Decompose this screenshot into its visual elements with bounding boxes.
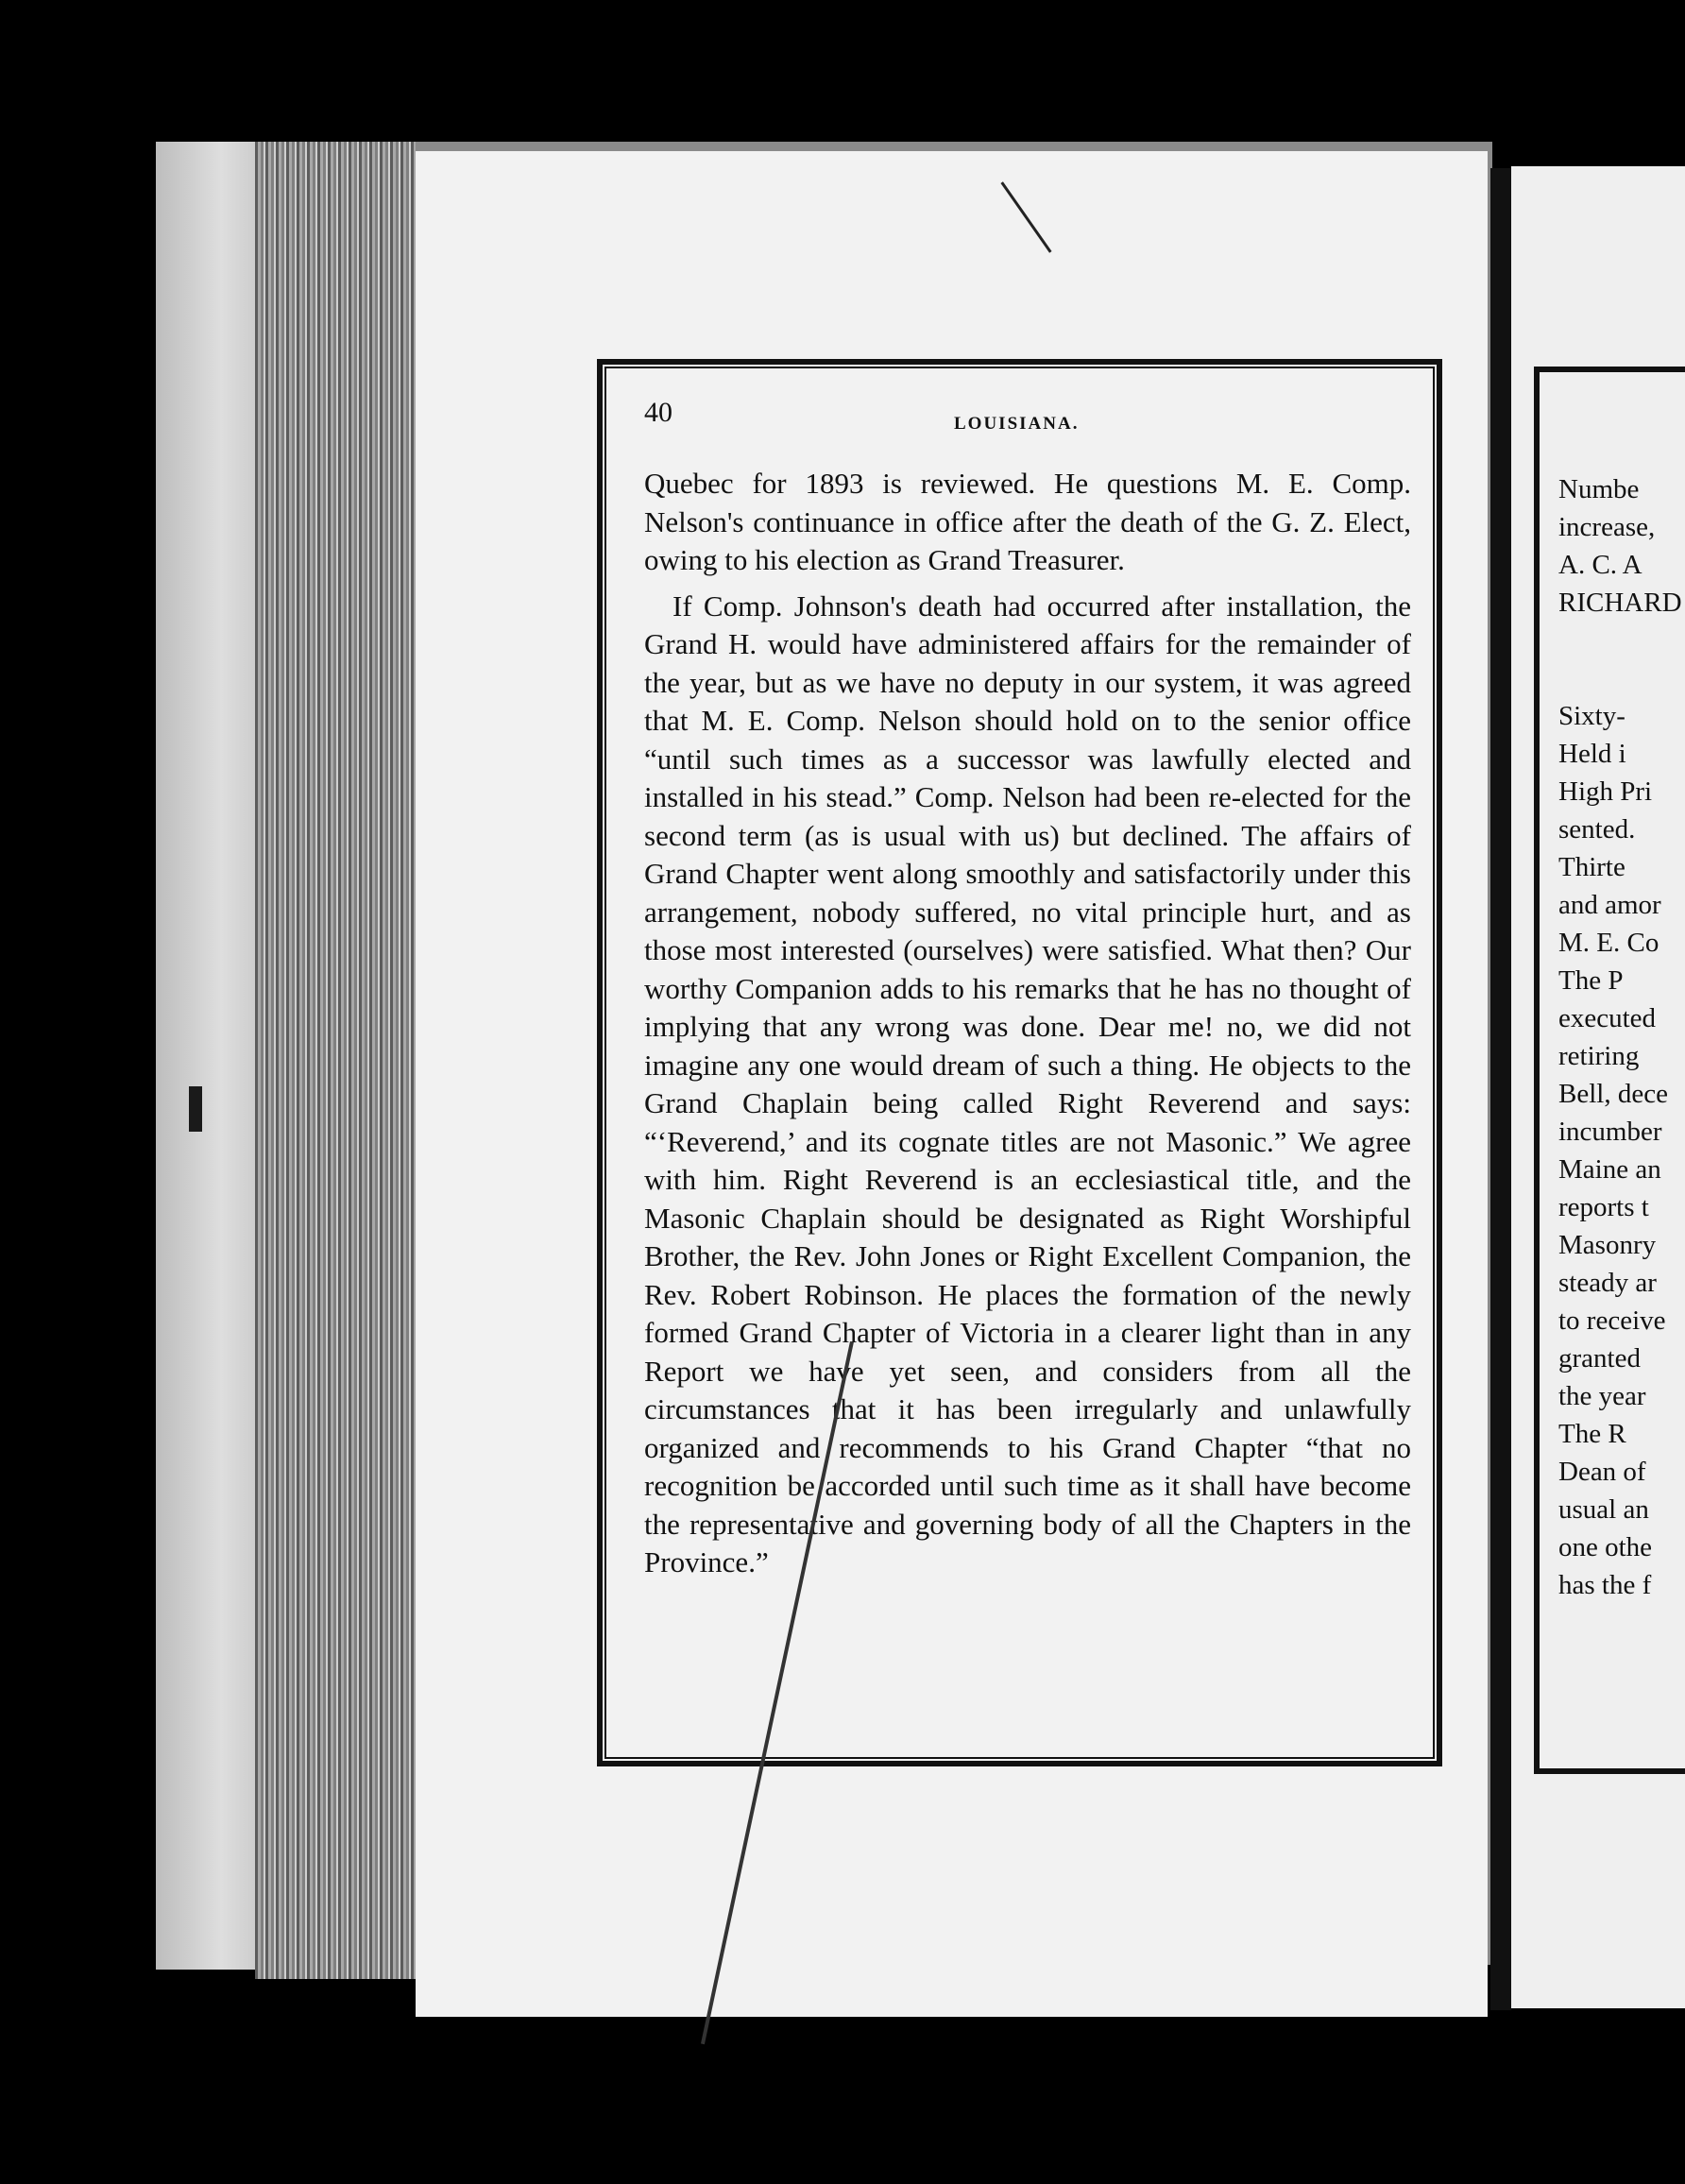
left-page-margin	[156, 142, 264, 1970]
bookmark-ribbon	[189, 1086, 202, 1132]
facing-line: to receive	[1558, 1305, 1666, 1336]
running-head: LOUISIANA.	[954, 414, 1080, 434]
facing-line: granted	[1558, 1343, 1641, 1374]
page-number: 40	[644, 397, 672, 428]
facing-line: reports t	[1558, 1192, 1649, 1222]
paragraph: Quebec for 1893 is reviewed. He questions M. E. Comp. Nelson's continuance in office after the death of the G. Z. Elect, owing to his election as Grand Treasurer.	[644, 467, 1411, 576]
facing-line: High Pri	[1558, 776, 1653, 807]
book-gutter	[1490, 168, 1511, 2010]
facing-line: Bell, dece	[1558, 1079, 1668, 1109]
facing-line: RICHARD	[1558, 588, 1682, 618]
facing-line: and amor	[1558, 890, 1661, 920]
facing-line: The R	[1558, 1419, 1626, 1449]
facing-line: one othe	[1558, 1532, 1653, 1562]
facing-line: Masonry	[1558, 1230, 1657, 1260]
facing-line: executed	[1558, 1003, 1657, 1033]
facing-line: Numbe	[1558, 474, 1640, 504]
facing-line: usual an	[1558, 1494, 1649, 1525]
facing-line: increase,	[1558, 512, 1656, 542]
facing-line: Sixty-	[1558, 701, 1625, 731]
body-text	[644, 465, 1411, 1590]
facing-line: M. E. Co	[1558, 928, 1659, 958]
facing-line	[1558, 622, 1685, 659]
facing-line: A. C. A	[1558, 550, 1642, 580]
facing-line: Maine an	[1558, 1154, 1661, 1185]
facing-line: The P	[1558, 965, 1624, 996]
facing-line: Dean of	[1558, 1457, 1646, 1487]
paragraph: If Comp. Johnson's death had occurred after installation, the Grand H. would have administered affairs for the remainder of the year, but as we have no deputy in our system, it was agreed that M. E. Comp. Nelson should hold on to the senior office “until such times as a successor was lawfully elected and installed in his stead.” Comp. Nelson had been re-elected for the second term (as is usual with us) but declined. The affairs of Grand Chapter went along smoothly and satisfactorily under this arrangement, nobody suffered, no vital principle hurt, and as those most interested (ourselves) were satisfied. What then? Our worthy Companion adds to his remarks that he has no thought of implying that any wrong was done. Dear me! no, we did not imagine any one would dream of such a thing. He objects to the Grand Chaplain being called Right Reverend and says: “‘Reverend,’ and its cognate titles are not Masonic.” We agree with him. Right Reverend is an ecclesiastical title, and the Masonic Chaplain should be designated as Right Worshipful Brother, the Rev. John Jones or Right Excellent Companion, the Rev. Robert Robinson. He places the formation of the newly formed Grand Chapter of Victoria in a clearer light than in any Report we have yet seen, and considers from all the circumstances that it has been irregularly and unlawfully organized and recommends to his Grand Chapter “that no recognition be accorded until such time as it shall have become the representative and governing body of all the Chapters in the Province.”	[644, 589, 1411, 1578]
facing-line	[1558, 659, 1685, 697]
facing-page-text	[1558, 470, 1685, 1604]
facing-line: Thirte	[1558, 852, 1625, 882]
facing-line: steady ar	[1558, 1268, 1657, 1298]
facing-line: the year	[1558, 1381, 1646, 1411]
facing-line: Held i	[1558, 739, 1626, 769]
facing-line: sented.	[1558, 814, 1636, 845]
page-edges	[255, 142, 416, 1979]
facing-line: has the f	[1558, 1570, 1652, 1600]
facing-line: incumber	[1558, 1117, 1662, 1147]
facing-line: retiring	[1558, 1041, 1640, 1071]
